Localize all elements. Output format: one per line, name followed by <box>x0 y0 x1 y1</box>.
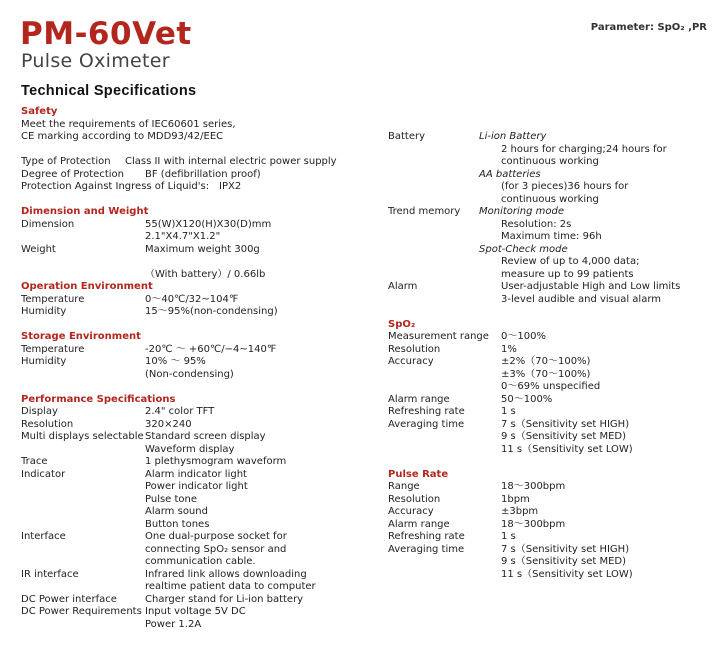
spec-label: Indicator <box>21 468 66 480</box>
spec-value: (for 3 pieces)36 hours for <box>501 181 629 192</box>
spec-row <box>21 243 260 257</box>
spec-section-heading: SpO₂ <box>388 318 416 330</box>
spec-value: continuous working <box>501 156 599 167</box>
spec-section-heading: Performance Specifications <box>21 393 176 405</box>
spec-value: 7 s（Sensitivity set HIGH) <box>501 418 630 430</box>
spec-row <box>388 368 591 382</box>
spec-row <box>21 293 239 307</box>
spec-row <box>388 281 681 294</box>
spec-row <box>388 243 568 257</box>
spec-value: Standard screen display <box>145 431 266 442</box>
spec-value: Monitoring mode <box>479 206 565 217</box>
spec-row <box>21 369 236 382</box>
spec-row <box>388 256 640 269</box>
spec-value: -20℃ ～ +60℃/−4~140℉ <box>145 343 277 355</box>
spec-label: Refreshing rate <box>388 531 465 542</box>
spec-row <box>21 531 287 544</box>
spec-value: Class II with internal electric power supply <box>125 156 337 167</box>
spec-value: connecting SpO₂ sensor and <box>145 543 287 555</box>
spec-label: Trend memory <box>388 206 461 217</box>
spec-value: Pulse tone <box>145 493 198 505</box>
spec-value: 9 s（Sensitivity set MED) <box>501 431 626 442</box>
spec-value: 55(W)X120(H)X30(D)mm <box>145 218 272 230</box>
spec-row <box>21 543 287 557</box>
spec-label: Display <box>21 406 58 417</box>
spec-row <box>388 381 601 394</box>
spec-value: Maximum time: 96h <box>501 231 602 242</box>
spec-value: Waveform display <box>145 443 235 455</box>
spec-value: continuous working <box>501 193 599 205</box>
spec-value: Maximum weight 300g <box>145 243 260 255</box>
spec-label: Humidity <box>21 356 67 367</box>
spec-value: 1 s <box>501 531 516 542</box>
spec-value: realtime patient data to computer <box>145 581 316 592</box>
spec-row <box>388 406 516 419</box>
spec-row <box>21 119 236 132</box>
spec-label: Resolution <box>388 493 441 505</box>
spec-label: Accuracy <box>388 506 434 517</box>
spec-row <box>388 156 599 169</box>
spec-row <box>388 131 547 144</box>
product-title: PM-60Vet <box>20 16 192 52</box>
spec-row <box>388 393 553 407</box>
spec-label: Range <box>388 481 420 492</box>
spec-value: Infrared link allows downloading <box>145 568 307 580</box>
spec-row <box>21 606 246 619</box>
spec-value: 7 s（Sensitivity set HIGH) <box>501 543 630 555</box>
spec-row <box>388 193 599 207</box>
spec-label: Meet the requirements of IEC60601 series, <box>21 118 236 130</box>
spec-row <box>21 506 236 519</box>
spec-row <box>21 519 236 532</box>
spec-row <box>21 481 248 494</box>
spec-row <box>388 218 572 232</box>
spec-row <box>21 356 236 369</box>
spec-value: BF (defibrillation proof) <box>145 168 261 180</box>
spec-row <box>21 131 236 144</box>
spec-value: User-adjustable High and Low limits <box>501 281 681 292</box>
spec-row <box>21 419 236 432</box>
spec-value: Power indicator light <box>145 481 248 492</box>
spec-label: Resolution <box>388 343 441 355</box>
spec-value: communication cable. <box>145 556 256 567</box>
spec-row <box>21 431 266 444</box>
spec-row <box>388 181 629 194</box>
spec-value: AA batteries <box>479 168 541 180</box>
spec-value: 9 s（Sensitivity set MED) <box>501 556 626 567</box>
spec-value: 11 s（Sensitivity set LOW) <box>501 443 633 455</box>
spec-value: 1 plethysmogram waveform <box>145 456 287 467</box>
spec-label: CE marking according to MDD93/42/EEC <box>21 131 224 142</box>
spec-section-heading: Safety <box>21 106 58 117</box>
spec-row <box>21 268 266 282</box>
spec-label: Battery <box>388 131 426 142</box>
spec-label: Degree of Protection <box>21 168 124 180</box>
left-spec-column <box>21 106 337 631</box>
spec-label: Alarm range <box>388 393 450 405</box>
spec-row <box>388 543 630 557</box>
section-title: Technical Specifications <box>21 83 197 99</box>
spec-row <box>388 518 566 532</box>
spec-row <box>21 581 316 594</box>
spec-section-heading: Storage Environment <box>21 331 141 342</box>
spec-row <box>21 168 261 182</box>
spec-row <box>21 593 304 607</box>
spec-label: Averaging time <box>388 543 465 555</box>
spec-row <box>21 444 236 457</box>
spec-row <box>388 443 633 457</box>
spec-row <box>388 206 565 219</box>
spec-row <box>21 343 277 357</box>
parameter-label: Parameter: SpO₂ ,PR <box>590 22 707 33</box>
spec-label: Temperature <box>21 293 85 305</box>
spec-row <box>388 356 591 369</box>
spec-value: 1bpm <box>501 493 530 505</box>
spec-row <box>21 306 278 319</box>
spec-section-heading: Operation Environment <box>21 281 153 292</box>
spec-row <box>388 268 634 282</box>
spec-label: Resolution <box>21 418 74 430</box>
spec-row <box>388 568 633 582</box>
spec-value: Alarm indicator light <box>145 468 247 480</box>
spec-label: Protection Against Ingress of Liquid's: <box>21 181 210 192</box>
spec-label: DC Power interface <box>21 593 117 605</box>
spec-value: 2 hours for charging;24 hours for <box>501 143 667 155</box>
spec-value: 0～40℃/32~104℉ <box>145 293 239 305</box>
spec-label: Measurement range <box>388 331 489 342</box>
spec-row <box>21 406 236 419</box>
spec-value: Power 1.2A <box>145 618 202 630</box>
spec-row <box>388 556 626 569</box>
spec-row <box>388 418 630 432</box>
spec-label: Interface <box>21 531 66 542</box>
spec-row <box>21 494 236 507</box>
spec-value: 15～95%(non-condensing) <box>145 306 278 317</box>
spec-value: 1% <box>501 343 517 355</box>
spec-row <box>388 231 602 244</box>
spec-value: Spot-Check mode <box>479 243 568 255</box>
spec-value: Input voltage 5V DC <box>145 606 246 617</box>
spec-value: ±2%（70～100%) <box>501 356 591 367</box>
spec-row <box>388 493 530 507</box>
spec-value: 1 s <box>501 406 516 417</box>
spec-value: IPX2 <box>219 181 242 192</box>
spec-row <box>21 218 272 232</box>
spec-value: Resolution: 2s <box>501 218 572 230</box>
spec-row <box>21 181 242 194</box>
spec-value: 320×240 <box>145 418 192 430</box>
spec-row <box>21 456 287 469</box>
spec-row <box>21 568 307 582</box>
spec-value: 10% ～ 95% <box>145 356 206 367</box>
spec-label: Alarm range <box>388 518 450 530</box>
spec-value: 2.4" color TFT <box>145 406 215 417</box>
spec-row <box>21 231 236 244</box>
spec-row <box>388 168 541 182</box>
spec-value: Li-ion Battery <box>479 131 547 142</box>
spec-value: (Non-condensing) <box>145 368 234 380</box>
spec-value: measure up to 99 patients <box>501 268 634 280</box>
right-spec-column <box>388 131 681 581</box>
spec-section-heading: Dimension and Weight <box>21 206 149 217</box>
spec-value: Charger stand for Li-ion battery <box>145 593 304 605</box>
spec-row <box>21 556 256 569</box>
spec-label: Dimension <box>21 218 75 230</box>
spec-label: Trace <box>21 456 48 467</box>
spec-label: Weight <box>21 243 56 255</box>
spec-row <box>388 343 517 357</box>
spec-value: 2.1"X4.7"X1.2" <box>145 231 221 242</box>
spec-row <box>388 431 626 444</box>
spec-value: Review of up to 4,000 data; <box>501 256 640 267</box>
spec-label: Refreshing rate <box>388 406 465 417</box>
spec-value: Button tones <box>145 518 210 530</box>
spec-section-heading: Pulse Rate <box>388 468 449 480</box>
spec-value: 18～300bpm <box>501 481 566 492</box>
spec-label: Averaging time <box>388 418 465 430</box>
spec-value: 0～69% unspecified <box>501 381 601 392</box>
spec-row <box>388 506 539 519</box>
spec-value: Alarm sound <box>145 506 208 517</box>
spec-row <box>21 156 337 169</box>
spec-label: DC Power Requirements <box>21 606 142 617</box>
spec-value: （With battery）/ 0.66lb <box>145 268 266 280</box>
spec-value: 50～100% <box>501 393 553 405</box>
spec-label: IR interface <box>21 568 79 580</box>
spec-label: Alarm <box>388 281 418 292</box>
spec-row <box>21 468 247 482</box>
spec-row <box>388 293 662 307</box>
spec-row <box>21 619 236 632</box>
spec-value: One dual-purpose socket for <box>145 531 287 542</box>
spec-row <box>388 143 667 157</box>
product-subtitle: Pulse Oximeter <box>21 50 170 72</box>
spec-row <box>388 331 546 344</box>
spec-row <box>388 531 516 544</box>
spec-value: 11 s（Sensitivity set LOW) <box>501 568 633 580</box>
spec-label: Multi displays selectable <box>21 431 144 442</box>
spec-row <box>388 481 566 494</box>
spec-value: 18～300bpm <box>501 518 566 530</box>
spec-value: ±3%（70～100%) <box>501 368 591 380</box>
spec-label: Type of Protection <box>21 156 111 167</box>
spec-label: Temperature <box>21 343 85 355</box>
spec-label: Humidity <box>21 306 67 317</box>
spec-label: Accuracy <box>388 356 434 367</box>
spec-value: 3-level audible and visual alarm <box>501 293 662 305</box>
spec-value: 0～100% <box>501 331 546 342</box>
spec-value: ±3bpm <box>501 506 539 517</box>
